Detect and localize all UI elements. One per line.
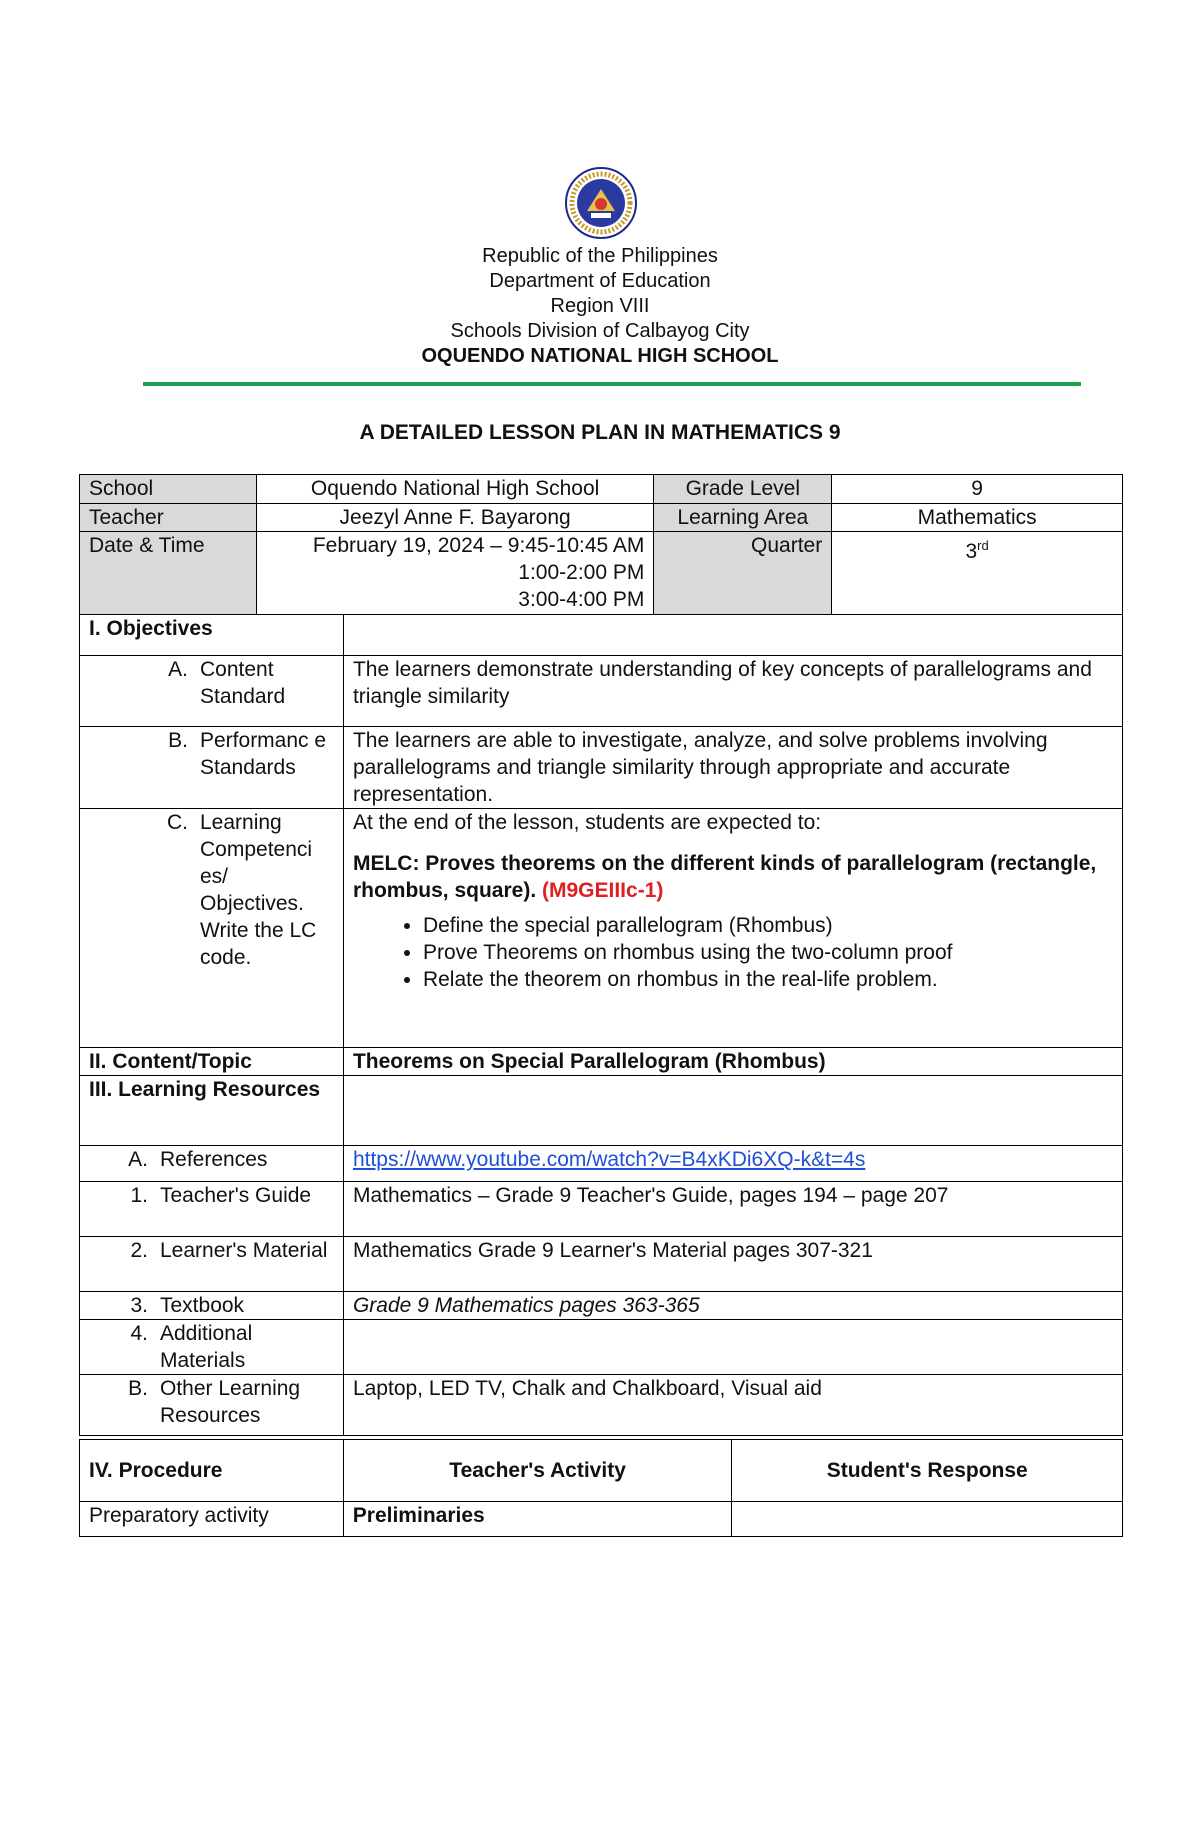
- header-divider: [143, 382, 1081, 386]
- learning-area-value: Mathematics: [832, 504, 1123, 532]
- date-time-value: [256, 532, 654, 615]
- school-value: Oquendo National High School: [256, 475, 654, 504]
- learning-area-label: Learning Area: [654, 504, 832, 532]
- student-response-header: Student's Response: [732, 1440, 1123, 1502]
- melc-code: (M9GEIIIc-1): [542, 879, 664, 902]
- content-topic-text: Theorems on Special Parallelogram (Rhombus): [343, 1048, 1122, 1076]
- references-label: References: [160, 1148, 268, 1171]
- quarter-suffix: rd: [977, 538, 989, 553]
- header-region: Region VIII: [550, 295, 650, 317]
- references-cell: [343, 1146, 1122, 1182]
- grade-level-label: Grade Level: [654, 475, 832, 504]
- reference-video-link[interactable]: https://www.youtube.com/watch?v=B4xKDi6XQ-k&t=4s: [352, 1148, 866, 1171]
- date-line-2: 1:00-2:00 PM: [518, 561, 645, 584]
- document-header: [0, 244, 1200, 369]
- performance-standards-label-cell: [80, 727, 344, 809]
- references-label-cell: [80, 1146, 344, 1182]
- objective-item: • Relate the theorem on rhombus in the real-life problem.: [423, 966, 1113, 993]
- quarter-label: Quarter: [654, 532, 832, 615]
- learning-resources-heading: III. Learning Resources: [80, 1076, 344, 1146]
- references-letter: A.: [128, 1148, 148, 1171]
- content-standard-label: Content Standard: [200, 658, 286, 708]
- preparatory-activity-label: Preparatory activity: [80, 1502, 344, 1537]
- lesson-plan-table: [79, 614, 1123, 1436]
- other-resources-label: Other Learning Resources: [160, 1377, 301, 1427]
- grade-level-value: 9: [832, 475, 1123, 504]
- teacher-label: Teacher: [80, 504, 257, 532]
- lesson-info-table: [79, 474, 1123, 615]
- content-standard-label-cell: [80, 656, 344, 727]
- performance-standards-letter: B.: [168, 729, 188, 752]
- other-resources-letter: B.: [128, 1377, 148, 1400]
- quarter-number: 3: [965, 540, 978, 563]
- page-title: A DETAILED LESSON PLAN IN MATHEMATICS 9: [359, 421, 841, 444]
- teacher-activity-header: Teacher's Activity: [343, 1440, 732, 1502]
- objective-item: • Prove Theorems on rhombus using the two-column proof: [423, 939, 1113, 966]
- procedure-heading: IV. Procedure: [80, 1440, 344, 1502]
- header-school-name: OQUENDO NATIONAL HIGH SCHOOL: [421, 345, 779, 367]
- date-line-3: 3:00-4:00 PM: [518, 588, 645, 611]
- performance-standards-text: The learners are able to investigate, analyze, and solve problems involving parallelograms and triangle similarity through appropriate and accurate representation.: [343, 727, 1122, 809]
- learning-competencies-text: [343, 809, 1122, 1048]
- textbook-label-cell: [80, 1292, 344, 1320]
- teachers-guide-label-cell: [80, 1182, 344, 1237]
- textbook-text: Grade 9 Mathematics pages 363-365: [343, 1292, 1122, 1320]
- learning-competencies-label: Learning Competenci es/ Objectives. Write the LC code.: [200, 811, 317, 969]
- procedure-table: [79, 1439, 1123, 1537]
- objectives-heading: I. Objectives: [80, 615, 344, 656]
- objectives-list: [353, 912, 1113, 993]
- teachers-guide-number: 1.: [130, 1184, 148, 1207]
- preliminaries-text: Preliminaries: [343, 1502, 732, 1537]
- additional-materials-label: Additional Materials: [160, 1322, 253, 1372]
- performance-standards-label: Performanc e Standards: [200, 729, 327, 779]
- content-standard-text: The learners demonstrate understanding of key concepts of parallelograms and triangle similarity: [343, 656, 1122, 727]
- learners-material-text: Mathematics Grade 9 Learner's Material pages 307-321: [343, 1237, 1122, 1292]
- objective-item: • Define the special parallelogram (Rhombus): [423, 912, 1113, 939]
- content-topic-heading: II. Content/Topic: [80, 1048, 344, 1076]
- learners-material-label-cell: [80, 1237, 344, 1292]
- other-resources-label-cell: [80, 1375, 344, 1436]
- teachers-guide-label: Teacher's Guide: [160, 1184, 312, 1207]
- other-resources-text: Laptop, LED TV, Chalk and Chalkboard, Visual aid: [343, 1375, 1122, 1436]
- learners-material-number: 2.: [130, 1239, 148, 1262]
- date-line-1: February 19, 2024 – 9:45-10:45 AM: [312, 534, 645, 557]
- preliminaries-response-blank: [732, 1502, 1123, 1537]
- additional-materials-blank: [343, 1320, 1122, 1375]
- school-label: School: [80, 475, 257, 504]
- learning-competencies-letter: C.: [167, 811, 188, 834]
- teachers-guide-text: Mathematics – Grade 9 Teacher's Guide, pages 194 – page 207: [343, 1182, 1122, 1237]
- textbook-number: 3.: [130, 1294, 148, 1317]
- deped-seal-logo: [565, 167, 637, 239]
- objectives-heading-blank: [343, 615, 1122, 656]
- learning-competencies-label-cell: [80, 809, 344, 1048]
- header-department: Department of Education: [489, 270, 711, 292]
- quarter-value: [832, 532, 1123, 615]
- header-division: Schools Division of Calbayog City: [450, 320, 750, 342]
- additional-materials-number: 4.: [130, 1322, 148, 1345]
- melc-statement: MELC: Proves theorems on the different kinds of parallelogram (rectangle, rhombus, square).: [352, 852, 1097, 902]
- content-standard-letter: A.: [168, 658, 188, 681]
- competencies-intro: At the end of the lesson, students are expected to:: [352, 811, 822, 834]
- additional-materials-label-cell: [80, 1320, 344, 1375]
- learners-material-label: Learner's Material: [160, 1239, 328, 1262]
- textbook-label: Textbook: [160, 1294, 245, 1317]
- date-time-label: Date & Time: [80, 532, 257, 615]
- header-republic: Republic of the Philippines: [482, 245, 718, 267]
- teacher-value: Jeezyl Anne F. Bayarong: [256, 504, 654, 532]
- learning-resources-blank: [343, 1076, 1122, 1146]
